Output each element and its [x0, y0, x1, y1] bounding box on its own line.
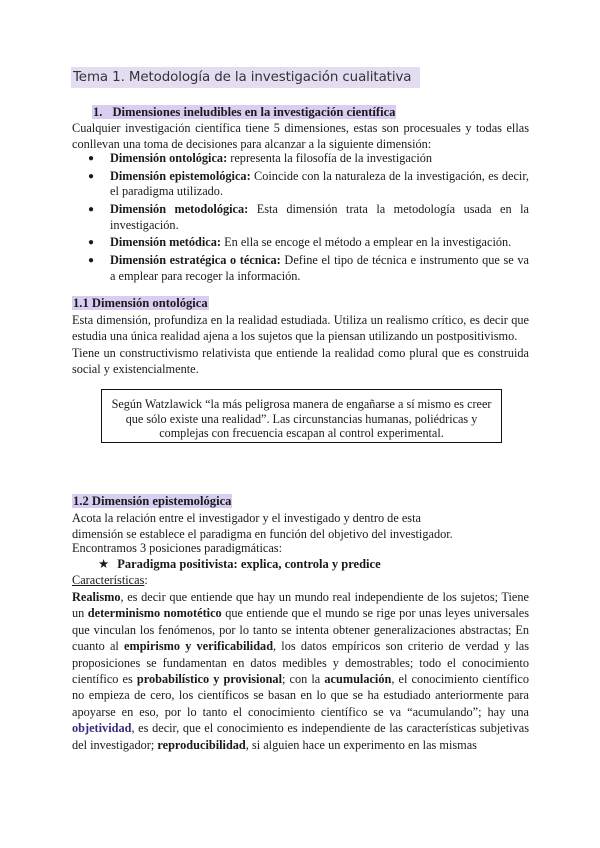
body-text: ; con la: [282, 672, 325, 687]
section-1-number: 1.: [93, 105, 103, 119]
document-title: Tema 1. Metodología de la investigación cualitativa: [71, 67, 420, 88]
section-1-heading-text: Dimensiones ineludibles en la investigación científica: [112, 105, 396, 119]
list-item: ● Dimensión metodológica: Esta dimensión trata la metodología usada en la investigación.: [72, 202, 529, 233]
body-text: , es decir que entiende que hay un mundo real independiente de los sujetos; Tiene un: [72, 590, 529, 621]
body-text: , los datos empíricos son criterio de verdad y las proposiciones se fundamentan en datos medibles y demostrables; todo el conocimiento científico es: [72, 639, 529, 687]
characteristics-label: Características:: [72, 573, 148, 587]
body-keyword: reproducibilidad: [157, 737, 246, 752]
section-1-intro: Cualquier investigación científica tiene 5 dimensiones, estas son procesuales y todas ellas conllevan una toma de decisiones para alcanzar a la siguiente dimensión:: [72, 121, 529, 151]
section-1-heading: [92, 104, 396, 121]
section-1-2-paragraph-1: Acota la relación entre el investigador y el investigado y dentro de esta dimensión se establece el paradigma en función del objetivo del investigador.: [72, 511, 453, 541]
body-text: , es decir, que el conocimiento es independiente de las características subjetivas del investigador;: [72, 721, 529, 752]
section-1-1-heading: 1.1 Dimensión ontológica: [73, 296, 208, 310]
body-text: , si alguien hace un experimento en las mismas: [245, 737, 477, 752]
section-1-2-paragraph-2: Encontramos 3 posiciones paradigmáticas:: [72, 541, 283, 555]
dimensions-list: [72, 151, 529, 286]
body-keyword: objetividad: [72, 721, 132, 736]
body-text: que entiende que el mundo se rige por unas leyes universales que vinculan los fenómenos, por lo tanto se intenta obtener generalizaciones abstractas; En cuanto al: [72, 606, 530, 654]
body-keyword: probabilístico y provisional: [136, 672, 282, 687]
list-item: ● Dimensión ontológica: representa la filosofía de la investigación: [72, 151, 529, 167]
section-1-1-paragraph-1: Esta dimensión, profundiza en la realidad estudiada. Utiliza un realismo crítico, es decir que estudia una única realidad ajena a los sujetos que la piensan utilizando un postpositivismo.: [72, 313, 529, 343]
body-keyword: Realismo: [72, 590, 121, 604]
body-keyword: empirismo y verificabilidad: [124, 639, 274, 654]
list-item: ● Dimensión estratégica o técnica: Define el tipo de técnica e instrumento que se va a emplear para recoger la información.: [72, 253, 529, 284]
section-1-1-paragraph-2: Tiene un constructivismo relativista que entiende la realidad como plural que es construida social y existencialmente.: [72, 346, 529, 376]
body-text: , el conocimiento científico no empieza de cero, los científicos se basan en lo que se ha estudiado anteriormente para apoyarse en eso, por lo tanto el conocimiento científico se va “acumulando”; hay una: [72, 672, 529, 719]
body-keyword: determinismo nomotético: [87, 606, 222, 621]
list-item: ● Dimensión metódica: En ella se encoge el método a emplear en la investigación.: [72, 235, 529, 251]
quote-box: Según Watzlawick “la más peligrosa manera de engañarse a sí mismo es creer que sólo existe una realidad”. Las circunstancias humanas, poliédricas y complejas con frecuencia escapan al control experimental.: [101, 389, 502, 443]
list-item: ● Dimensión epistemológica: Coincide con la naturaleza de la investigación, es decir, el paradigma utilizado.: [72, 169, 529, 200]
body-keyword: acumulación: [324, 672, 392, 687]
paradigm-item: ★ Paradigma positivista: explica, controla y predice: [98, 557, 381, 571]
star-icon: ★: [98, 557, 110, 571]
section-1-2-body: [72, 589, 529, 753]
section-1-2-heading: 1.2 Dimensión epistemológica: [73, 494, 232, 508]
